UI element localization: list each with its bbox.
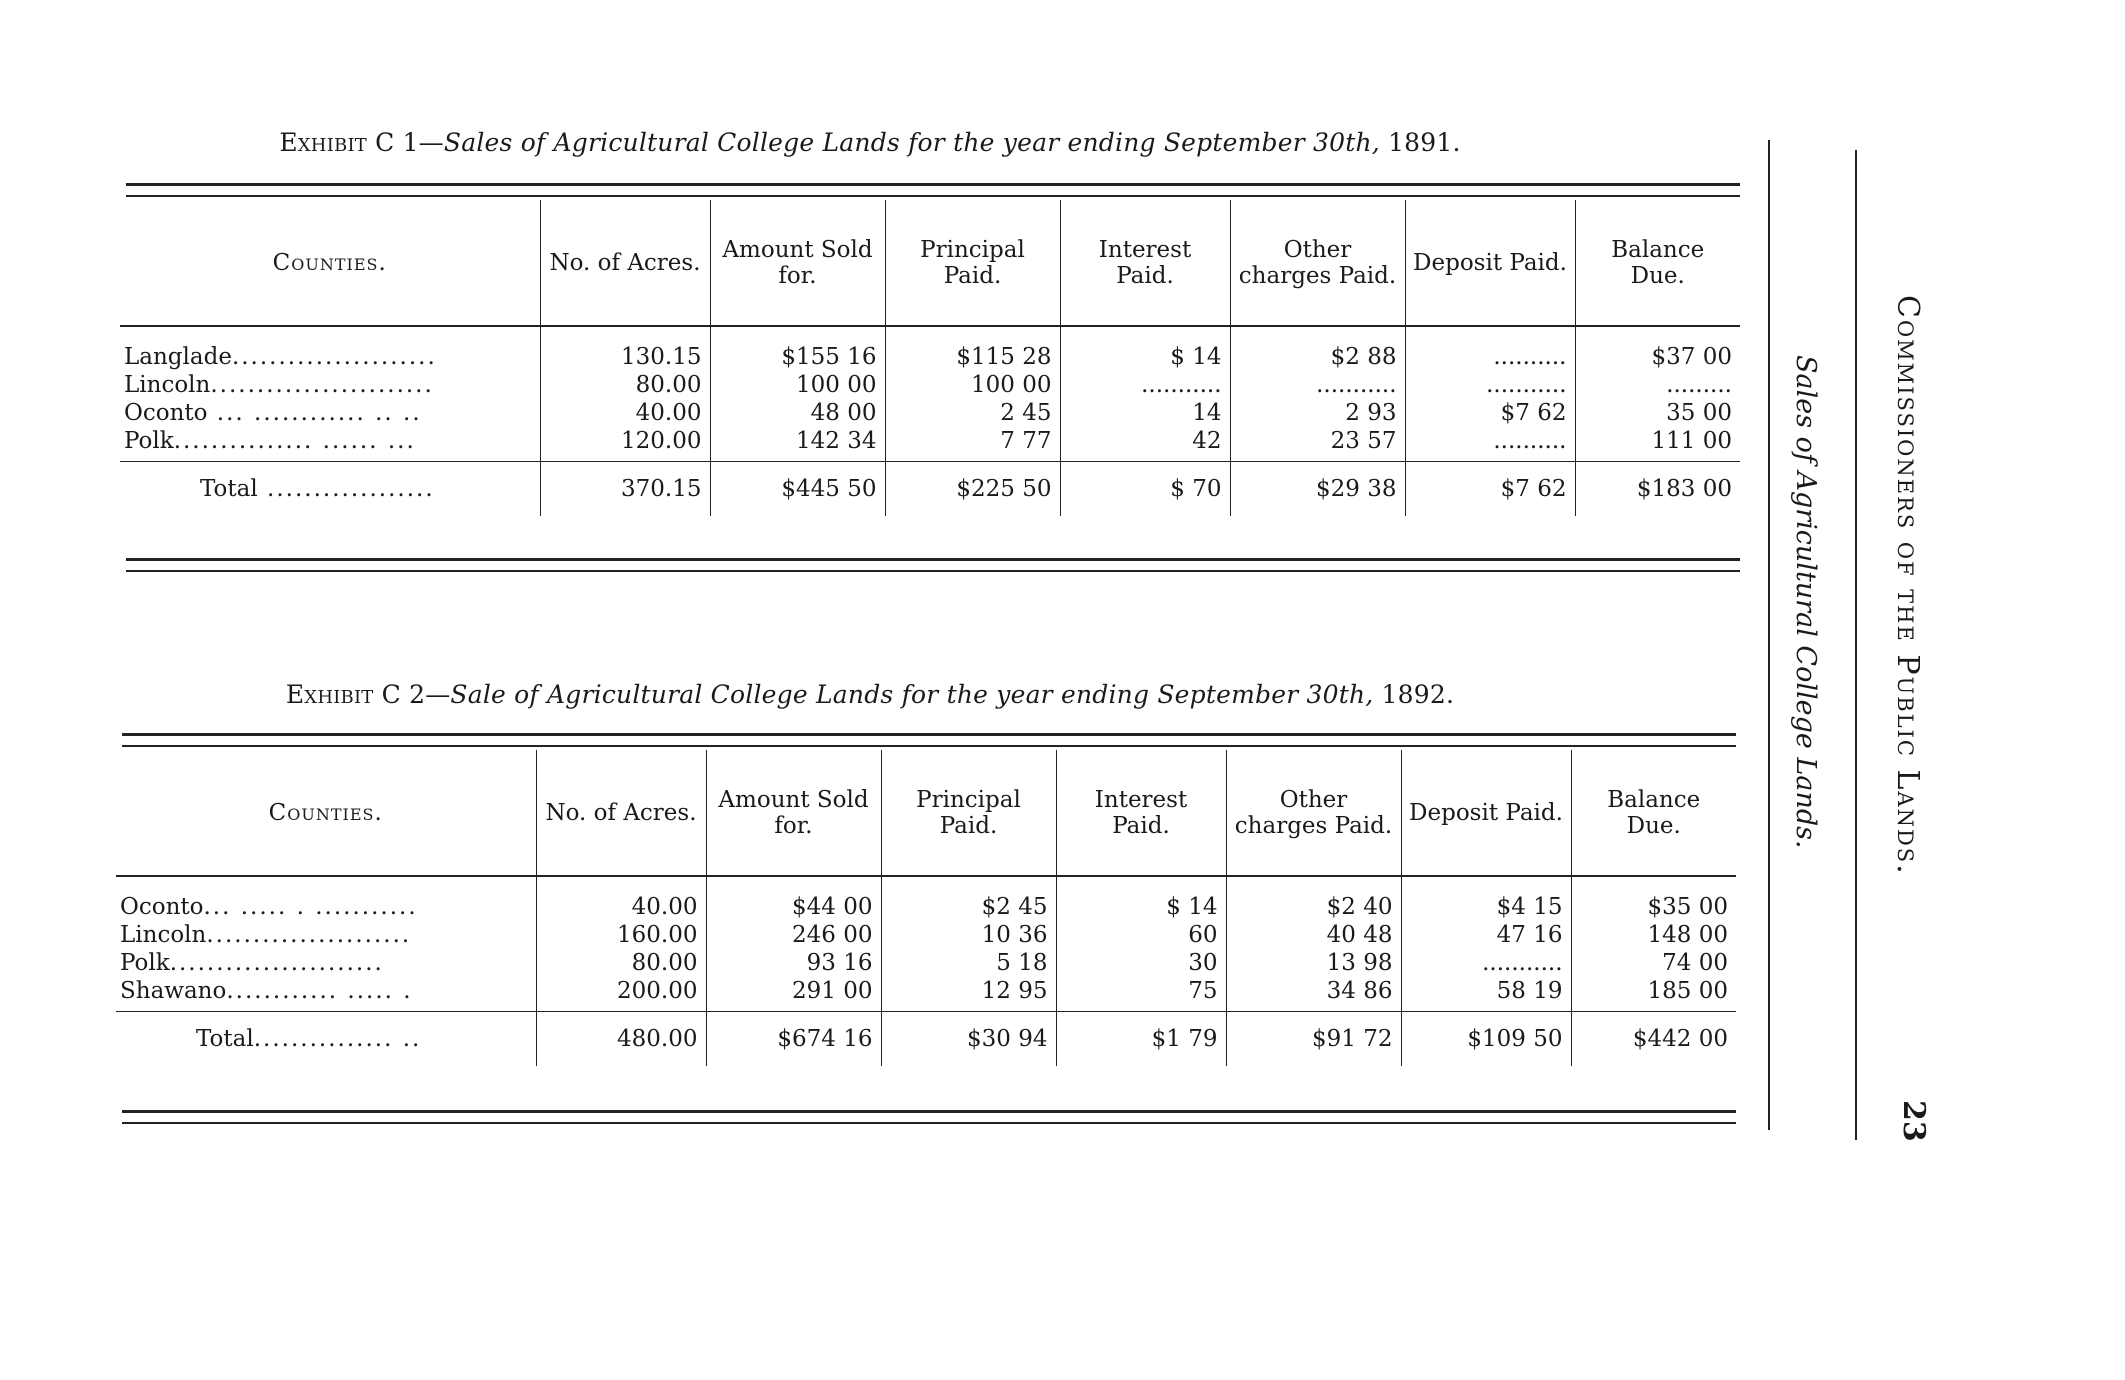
acres-cell: 80.00 [540, 371, 710, 399]
margin-rule-inner [1768, 140, 1770, 1130]
interest-cell: $ 14 [1056, 893, 1226, 921]
amount-cell: $44 00 [706, 893, 881, 921]
table-row [120, 343, 1740, 371]
table-row [116, 949, 1736, 977]
total-amount: $445 50 [710, 462, 885, 517]
running-head: Commissioners of the Public Lands. [1890, 295, 1925, 876]
exhibit-c2-table [116, 750, 1736, 1066]
deposit-cell: ........... [1405, 371, 1575, 399]
other-cell: $2 40 [1226, 893, 1401, 921]
interest-cell: $ 14 [1060, 343, 1230, 371]
col-principal: Principal Paid. [881, 750, 1056, 876]
col-balance: Balance Due. [1571, 750, 1736, 876]
total-principal: $30 94 [881, 1012, 1056, 1067]
balance-cell: $35 00 [1571, 893, 1736, 921]
other-cell: 34 86 [1226, 977, 1401, 1012]
exhibit-c2-title [0, 680, 1740, 709]
total-amount: $674 16 [706, 1012, 881, 1067]
other-cell: 2 93 [1230, 399, 1405, 427]
table2-bottom-rule [122, 1110, 1736, 1113]
interest-cell: ........... [1060, 371, 1230, 399]
table-row [120, 399, 1740, 427]
page-number: 23 [1896, 1100, 1931, 1142]
table-header-row [116, 750, 1736, 876]
principal-cell: 10 36 [881, 921, 1056, 949]
other-cell: 23 57 [1230, 427, 1405, 462]
exhibit-c1-title [0, 128, 1740, 157]
total-row [116, 1012, 1736, 1067]
principal-cell: 12 95 [881, 977, 1056, 1012]
total-deposit: $109 50 [1401, 1012, 1571, 1067]
deposit-cell: $4 15 [1401, 893, 1571, 921]
total-interest: $ 70 [1060, 462, 1230, 517]
exhibit-c1-table [120, 200, 1740, 516]
col-interest: Interest Paid. [1060, 200, 1230, 326]
exhibit-c2-caption: Sale of Agricultural College Lands for the year ending September 30th, [450, 680, 1374, 709]
exhibit-c1-label: Exhibit C 1— [279, 128, 444, 157]
col-other: Other charges Paid. [1230, 200, 1405, 326]
county-cell: Polk....................... [120, 950, 384, 976]
total-deposit: $7 62 [1405, 462, 1575, 517]
acres-cell: 130.15 [540, 343, 710, 371]
col-principal: Principal Paid. [885, 200, 1060, 326]
table-row [120, 427, 1740, 462]
interest-cell: 42 [1060, 427, 1230, 462]
amount-cell: 291 00 [706, 977, 881, 1012]
exhibit-c1-year: 1891. [1379, 128, 1461, 157]
table1-top-rule-inner [126, 195, 1740, 197]
col-counties: Counties. [120, 200, 540, 326]
acres-cell: 40.00 [540, 399, 710, 427]
total-principal: $225 50 [885, 462, 1060, 517]
table2-top-rule [122, 733, 1736, 736]
acres-cell: 120.00 [540, 427, 710, 462]
principal-cell: $2 45 [881, 893, 1056, 921]
table1-bottom-rule-inner [126, 570, 1740, 572]
balance-cell: 185 00 [1571, 977, 1736, 1012]
total-balance: $183 00 [1575, 462, 1740, 517]
interest-cell: 14 [1060, 399, 1230, 427]
exhibit-c2-year: 1892. [1373, 680, 1455, 709]
total-label: Total .................. [120, 462, 540, 517]
balance-cell: $37 00 [1575, 343, 1740, 371]
margin-rule-outer [1855, 150, 1857, 1140]
total-acres: 370.15 [540, 462, 710, 517]
principal-cell: 100 00 [885, 371, 1060, 399]
amount-cell: 100 00 [710, 371, 885, 399]
interest-cell: 60 [1056, 921, 1226, 949]
table2-bottom-rule-inner [122, 1122, 1736, 1124]
deposit-cell: 47 16 [1401, 921, 1571, 949]
exhibit-c2-label: Exhibit C 2— [285, 680, 451, 709]
county-cell: Oconto... ..... . ........... [120, 894, 418, 920]
other-cell: 13 98 [1226, 949, 1401, 977]
table-row [120, 371, 1740, 399]
balance-cell: 74 00 [1571, 949, 1736, 977]
table-row [116, 977, 1736, 1012]
total-acres: 480.00 [536, 1012, 706, 1067]
total-balance: $442 00 [1571, 1012, 1736, 1067]
county-cell: Oconto ... ............ .. .. [124, 400, 422, 426]
acres-cell: 40.00 [536, 893, 706, 921]
col-amount: Amount Sold for. [706, 750, 881, 876]
principal-cell: 5 18 [881, 949, 1056, 977]
deposit-cell: 58 19 [1401, 977, 1571, 1012]
table2-top-rule-inner [122, 745, 1736, 747]
deposit-cell: .......... [1405, 427, 1575, 462]
total-label: Total............... .. [116, 1012, 536, 1067]
county-cell: Lincoln........................ [124, 372, 434, 398]
col-counties: Counties. [116, 750, 536, 876]
table-header-row [120, 200, 1740, 326]
running-subtitle: Sales of Agricultural College Lands. [1790, 355, 1821, 849]
amount-cell: 246 00 [706, 921, 881, 949]
total-other: $29 38 [1230, 462, 1405, 517]
total-row [120, 462, 1740, 517]
county-cell: Langlade...................... [124, 344, 437, 370]
other-cell: $2 88 [1230, 343, 1405, 371]
table-row [116, 921, 1736, 949]
amount-cell: 142 34 [710, 427, 885, 462]
col-interest: Interest Paid. [1056, 750, 1226, 876]
table1-bottom-rule [126, 558, 1740, 561]
total-other: $91 72 [1226, 1012, 1401, 1067]
principal-cell: $115 28 [885, 343, 1060, 371]
table1-top-rule [126, 183, 1740, 186]
balance-cell: 35 00 [1575, 399, 1740, 427]
acres-cell: 80.00 [536, 949, 706, 977]
other-cell: ........... [1230, 371, 1405, 399]
col-deposit: Deposit Paid. [1401, 750, 1571, 876]
col-acres: No. of Acres. [540, 200, 710, 326]
county-cell: Shawano............ ..... . [120, 978, 413, 1004]
amount-cell: $155 16 [710, 343, 885, 371]
deposit-cell: ........... [1401, 949, 1571, 977]
table-row [116, 893, 1736, 921]
county-cell: Polk............... ...... ... [124, 428, 416, 454]
col-other: Other charges Paid. [1226, 750, 1401, 876]
balance-cell: 148 00 [1571, 921, 1736, 949]
col-acres: No. of Acres. [536, 750, 706, 876]
exhibit-c1-caption: Sales of Agricultural College Lands for the year ending September 30th, [443, 128, 1380, 157]
col-deposit: Deposit Paid. [1405, 200, 1575, 326]
amount-cell: 93 16 [706, 949, 881, 977]
acres-cell: 160.00 [536, 921, 706, 949]
principal-cell: 7 77 [885, 427, 1060, 462]
county-cell: Lincoln...................... [120, 922, 412, 948]
total-interest: $1 79 [1056, 1012, 1226, 1067]
col-balance: Balance Due. [1575, 200, 1740, 326]
balance-cell: 111 00 [1575, 427, 1740, 462]
balance-cell: ......... [1575, 371, 1740, 399]
interest-cell: 75 [1056, 977, 1226, 1012]
principal-cell: 2 45 [885, 399, 1060, 427]
other-cell: 40 48 [1226, 921, 1401, 949]
acres-cell: 200.00 [536, 977, 706, 1012]
amount-cell: 48 00 [710, 399, 885, 427]
deposit-cell: $7 62 [1405, 399, 1575, 427]
col-amount: Amount Sold for. [710, 200, 885, 326]
deposit-cell: .......... [1405, 343, 1575, 371]
interest-cell: 30 [1056, 949, 1226, 977]
